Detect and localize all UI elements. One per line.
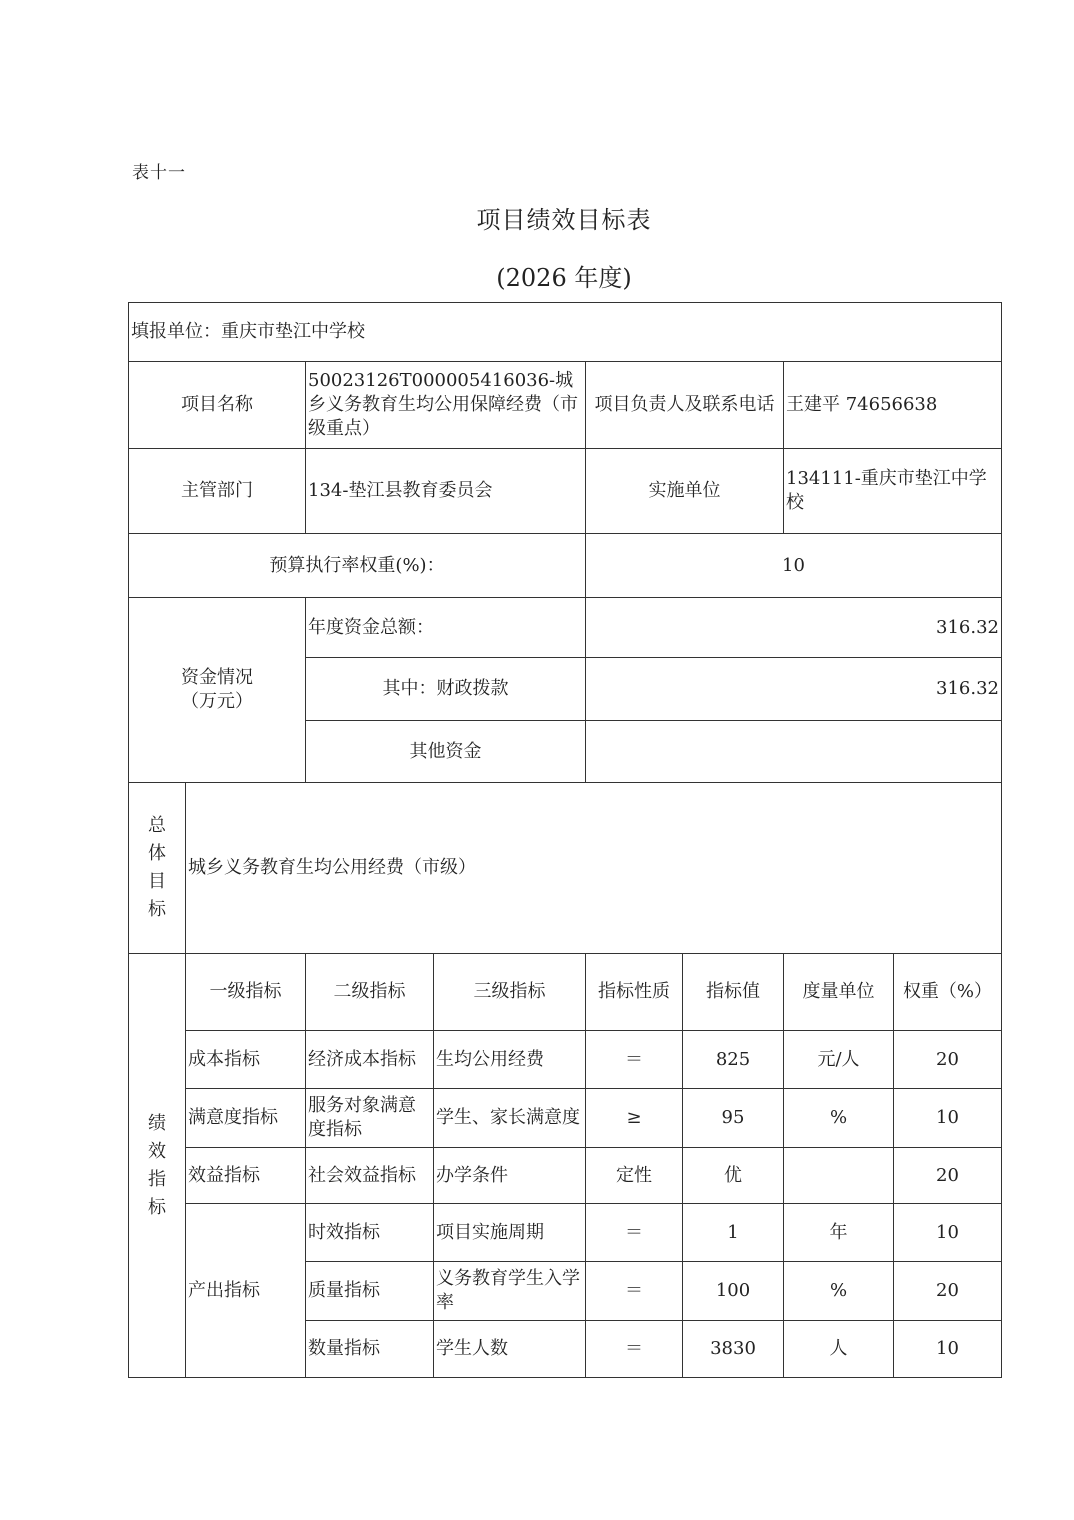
indicator-level1: 产出指标 (186, 1204, 306, 1378)
funds-label-line1: 资金情况 (181, 667, 253, 688)
indicator-level2: 经济成本指标 (306, 1031, 434, 1089)
funds-label (129, 598, 306, 783)
budget-rate-row (129, 534, 1002, 598)
indicator-level1: 成本指标 (186, 1031, 306, 1089)
indicator-level2: 时效指标 (306, 1204, 434, 1262)
department-label: 主管部门 (129, 449, 306, 534)
implementing-unit-label: 实施单位 (586, 449, 784, 534)
overall-goal-text: 城乡义务教育生均公用经费（市级） (186, 783, 1002, 954)
indicator-unit: % (784, 1089, 894, 1148)
indicator-nature: ≥ (586, 1089, 683, 1148)
indicator-weight: 20 (894, 1262, 1002, 1321)
indicator-level3: 生均公用经费 (434, 1031, 586, 1089)
project-leader-label: 项目负责人及联系电话 (586, 362, 784, 449)
indicator-nature: ＝ (586, 1031, 683, 1089)
indicator-row (129, 1031, 1002, 1089)
indicator-value: 825 (683, 1031, 784, 1089)
indicator-unit (784, 1148, 894, 1204)
funds-fiscal-label: 其中：财政拨款 (306, 658, 586, 721)
indicator-value: 3830 (683, 1321, 784, 1378)
implementing-unit-value: 134111-重庆市垫江中学校 (784, 449, 1002, 534)
indicator-weight: 10 (894, 1321, 1002, 1378)
department-row (129, 449, 1002, 534)
indicator-level2: 数量指标 (306, 1321, 434, 1378)
goal-label-char: 体 (148, 843, 166, 864)
page-subtitle-year: (2026 年度) (496, 264, 632, 292)
indicator-weight: 20 (894, 1148, 1002, 1204)
funds-fiscal-value: 316.32 (586, 658, 1002, 721)
indicators-label-char: 效 (148, 1140, 166, 1162)
indicator-unit: 元/人 (784, 1031, 894, 1089)
goal-label-char: 总 (148, 815, 166, 836)
indicator-level2: 社会效益指标 (306, 1148, 434, 1204)
header-level3: 三级指标 (434, 954, 586, 1031)
funds-total-label: 年度资金总额： (306, 598, 586, 658)
header-weight: 权重（%） (894, 954, 1002, 1031)
indicator-header-row (129, 954, 1002, 1031)
indicator-row (129, 1204, 1002, 1262)
indicator-level3: 学生、家长满意度 (434, 1089, 586, 1148)
indicator-nature: 定性 (586, 1148, 683, 1204)
project-name-value: 50023126T000005416036-城乡义务教育生均公用保障经费（市级重点） (306, 362, 586, 449)
indicator-value: 优 (683, 1148, 784, 1204)
funds-other-value (586, 721, 1002, 783)
funds-total-row (129, 598, 1002, 658)
indicator-weight: 20 (894, 1031, 1002, 1089)
indicator-level3: 学生人数 (434, 1321, 586, 1378)
indicator-level2: 质量指标 (306, 1262, 434, 1321)
header-nature: 指标性质 (586, 954, 683, 1031)
project-leader-value: 王建平 74656638 (784, 362, 1002, 449)
header-value: 指标值 (683, 954, 784, 1031)
indicator-unit: % (784, 1262, 894, 1321)
funds-other-label: 其他资金 (306, 721, 586, 783)
indicator-level3: 义务教育学生入学率 (434, 1262, 586, 1321)
budget-rate-label: 预算执行率权重(%)： (129, 534, 586, 598)
overall-goal-row (129, 783, 1002, 954)
indicator-unit: 人 (784, 1321, 894, 1378)
indicator-level1: 满意度指标 (186, 1089, 306, 1148)
indicator-unit: 年 (784, 1204, 894, 1262)
header-level1: 一级指标 (186, 954, 306, 1031)
indicator-level1: 效益指标 (186, 1148, 306, 1204)
funds-label-line2: （万元） (181, 691, 253, 712)
project-row (129, 362, 1002, 449)
indicators-label-char: 指 (148, 1168, 166, 1190)
indicator-nature: ＝ (586, 1262, 683, 1321)
indicator-value: 1 (683, 1204, 784, 1262)
goal-label-char: 标 (148, 899, 166, 920)
filler-unit: 填报单位：重庆市垫江中学校 (129, 303, 1002, 362)
table-number: 表十一 (132, 163, 186, 183)
department-value: 134-垫江县教育委员会 (306, 449, 586, 534)
indicator-value: 100 (683, 1262, 784, 1321)
indicators-label-char: 标 (148, 1196, 166, 1218)
header-unit: 度量单位 (784, 954, 894, 1031)
indicators-label (129, 954, 186, 1378)
funds-total-value: 316.32 (586, 598, 1002, 658)
indicator-weight: 10 (894, 1089, 1002, 1148)
project-name-label: 项目名称 (129, 362, 306, 449)
indicator-row (129, 1089, 1002, 1148)
overall-goal-label (129, 783, 186, 954)
budget-rate-value: 10 (586, 534, 1002, 598)
indicator-nature: ＝ (586, 1321, 683, 1378)
indicator-row (129, 1148, 1002, 1204)
header-level2: 二级指标 (306, 954, 434, 1031)
indicator-level2: 服务对象满意度指标 (306, 1089, 434, 1148)
indicator-weight: 10 (894, 1204, 1002, 1262)
page-title: 项目绩效目标表 (476, 206, 652, 234)
goal-label-char: 目 (148, 871, 166, 892)
indicator-value: 95 (683, 1089, 784, 1148)
indicator-level3: 办学条件 (434, 1148, 586, 1204)
indicator-level3: 项目实施周期 (434, 1204, 586, 1262)
indicator-nature: ＝ (586, 1204, 683, 1262)
performance-target-table (128, 302, 1002, 1378)
indicators-label-char: 绩 (148, 1112, 166, 1134)
filler-row (129, 303, 1002, 362)
